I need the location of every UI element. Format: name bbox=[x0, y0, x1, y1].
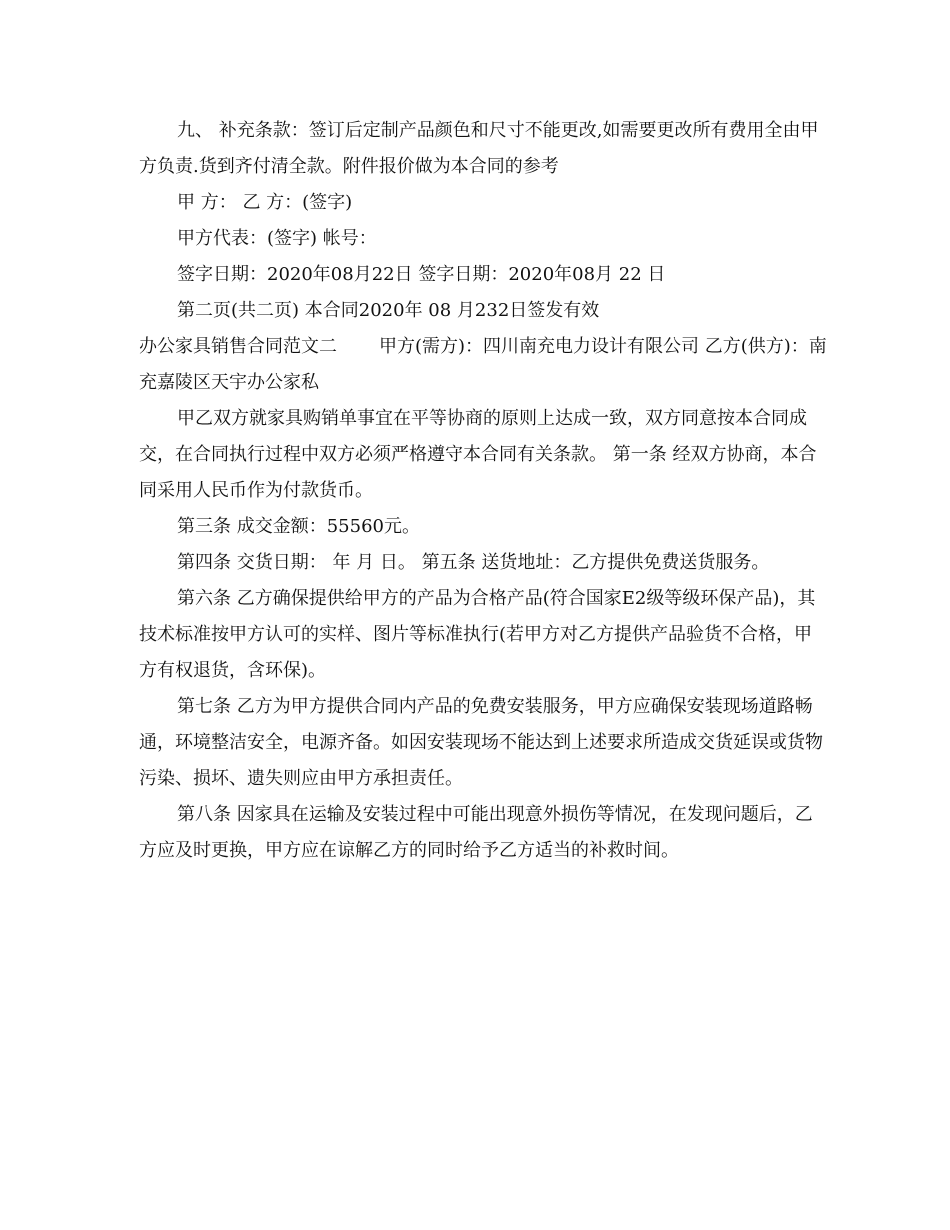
article-7: 第七条 乙方为甲方提供合同内产品的免费安装服务，甲方应确保安装现场道路畅通，环境整洁安全，电源齐备。如因安装现场不能达到上述要求所造成交货延误或货物污染、损坏、遗失则应由甲方承担责任。 bbox=[139, 696, 823, 789]
contract-intro: 甲乙双方就家具购销单事宜在平等协商的原则上达成一致，双方同意按本合同成交，在合同执行过程中双方必须严格遵守本合同有关条款。 第一条 经双方协商，本合同采用人民币作为付款货币。 bbox=[139, 408, 817, 501]
article-3: 第三条 成交金额：55560元。 bbox=[177, 516, 420, 537]
clause-9-supplementary: 九、 补充条款：签订后定制产品颜色和尺寸不能更改,如需要更改所有费用全由甲方负责.货到齐付清全款。附件报价做为本合同的参考 bbox=[139, 120, 819, 177]
party-signature-line: 甲 方： 乙 方：(签字) bbox=[177, 192, 353, 213]
contract-title-and-parties bbox=[139, 329, 829, 401]
representative-line: 甲方代表：(签字) 帐号： bbox=[177, 228, 377, 249]
contract-parties: 甲方(需方)：四川南充电力设计有限公司 乙方(供方)：南充嘉陵区天宇办公家私 bbox=[139, 336, 827, 393]
page-note-line: 第二页(共二页) 本合同2020年 08 月232日签发有效 bbox=[177, 300, 600, 321]
document-body bbox=[139, 113, 829, 869]
signing-date-line: 签字日期：2020年08月22日 签字日期：2020年08月 22 日 bbox=[177, 264, 666, 285]
article-6: 第六条 乙方确保提供给甲方的产品为合格产品(符合国家E2级等级环保产品)，其技术标准按甲方认可的实样、图片等标准执行(若甲方对乙方提供产品验货不合格，甲方有权退货，含环保)。 bbox=[139, 588, 816, 681]
article-4-5: 第四条 交货日期： 年 月 日。 第五条 送货地址：乙方提供免费送货服务。 bbox=[177, 552, 770, 573]
contract-title: 办公家具销售合同范文二 bbox=[139, 336, 337, 357]
article-8: 第八条 因家具在运输及安装过程中可能出现意外损伤等情况，在发现问题后，乙方应及时更换，甲方应在谅解乙方的同时给予乙方适当的补救时间。 bbox=[139, 804, 813, 861]
